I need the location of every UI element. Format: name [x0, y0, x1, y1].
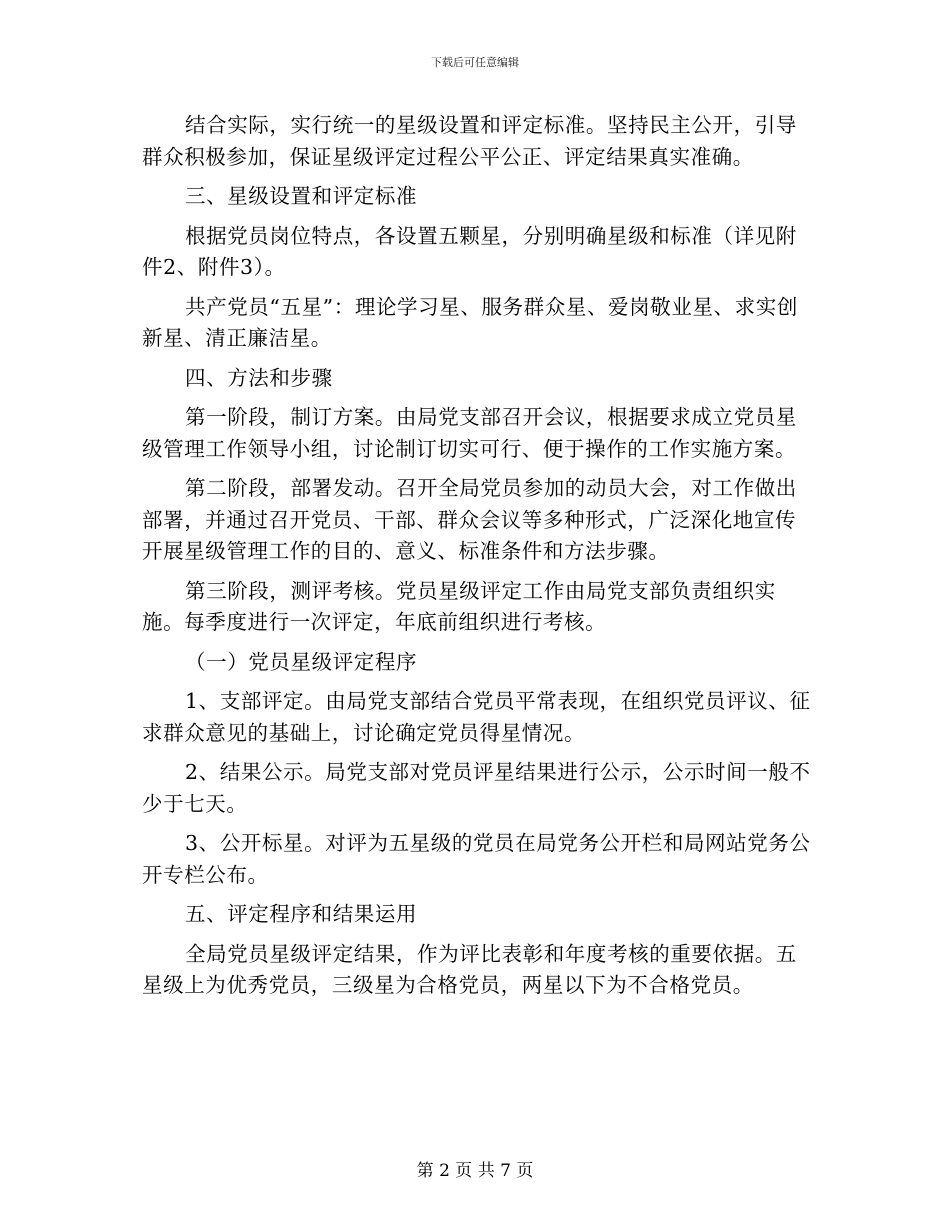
paragraph: 全局党员星级评定结果，作为评比表彰和年度考核的重要依据。五星级上为优秀党员，三级星为合格党员，两星以下为不合格党员。 — [142, 941, 797, 997]
section-heading: 四、方法和步骤 — [185, 365, 333, 390]
page-header-note: 下载后可任意编辑 — [431, 56, 519, 69]
list-item: 1、支部评定。由局党支部结合党员平常表现，在组织党员评议、征求群众意见的基础上，讨论确定党员得星情况。 — [142, 689, 811, 745]
paragraph: 根据党员岗位特点，各设置五颗星，分别明确星级和标准（详见附件2、附件3）。 — [142, 223, 797, 279]
paragraph: 第三阶段，测评考核。党员星级评定工作由局党支部负责组织实施。每季度进行一次评定，年底前组织进行考核。 — [142, 578, 776, 634]
page-number: 第 2 页 共 7 页 — [416, 1161, 534, 1181]
paragraph: 第一阶段，制订方案。由局党支部召开会议，根据要求成立党员星级管理工作领导小组，讨论制订切实可行、便于操作的工作实施方案。 — [142, 405, 797, 461]
document-body — [142, 110, 812, 1002]
subsection-heading: （一）党员星级评定程序 — [185, 649, 418, 674]
paragraph: 共产党员“五星”：理论学习星、服务群众星、爱岗敬业星、求实创新星、清正廉洁星。 — [142, 294, 798, 350]
section-heading: 五、评定程序和结果运用 — [185, 902, 418, 926]
paragraph: 第二阶段，部署发动。召开全局党员参加的动员大会，对工作做出部署，并通过召开党员、干部、群众会议等多种形式，广泛深化地宣传开展星级管理工作的目的、意义、标准条件和方法步骤。 — [142, 476, 797, 563]
section-heading: 三、星级设置和评定标准 — [185, 184, 418, 208]
list-item: 2、结果公示。局党支部对党员评星结果进行公示，公示时间一般不少于七天。 — [142, 760, 811, 816]
list-item: 3、公开标星。对评为五星级的党员在局党务公开栏和局网站党务公开专栏公布。 — [142, 831, 811, 887]
paragraph: 结合实际，实行统一的星级设置和评定标准。坚持民主公开，引导群众积极参加，保证星级评定过程公平公正、评定结果真实准确。 — [142, 113, 797, 169]
